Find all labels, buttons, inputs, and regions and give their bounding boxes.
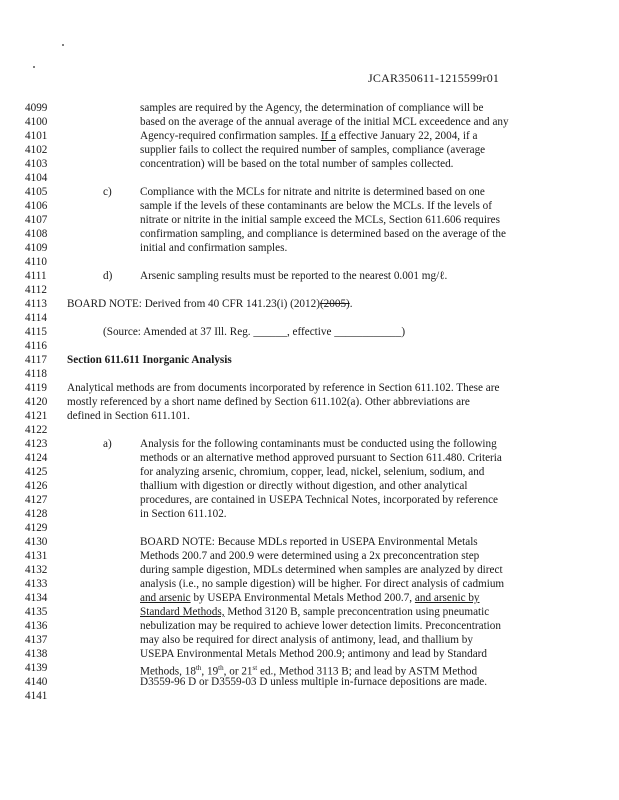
line-4113: 4113 BOARD NOTE: Derived from 40 CFR 141.23(i) (2012)(2005). — [25, 298, 353, 310]
line-4131: 4131 Methods 200.7 and 200.9 were determined using a 2x preconcentration step — [25, 550, 480, 562]
inserted-text: If a — [320, 130, 337, 142]
scan-speck — [62, 44, 64, 46]
line-4120: 4120 mostly referenced by a short name defined by Section 611.102(a). Other abbreviations are — [25, 396, 470, 408]
line-4133: 4133 analysis (i.e., no sample digestion) will be higher. For direct analysis of cadmium — [25, 578, 505, 590]
line-4117: 4117 Section 611.611 Inorganic Analysis — [25, 354, 232, 366]
line-4127: 4127 procedures, are contained in USEPA Technical Notes, incorporated by reference — [25, 494, 499, 506]
line-4136: 4136 nebulization may be required to achieve lower detection limits. Preconcentration — [25, 620, 501, 632]
inserted-text: Standard Methods, — [140, 606, 225, 618]
line-4128: 4128 in Section 611.102. — [25, 508, 227, 520]
inserted-text: and arsenic — [140, 592, 191, 604]
line-4126: 4126 thallium with digestion or directly without digestion, and other analytical — [25, 480, 468, 492]
list-marker: a) — [103, 438, 112, 450]
line-4112: 4112 — [25, 284, 47, 296]
line-4099: 4099 samples are required by the Agency, the determination of compliance will be — [25, 102, 484, 114]
line-4109: 4109 initial and confirmation samples. — [25, 242, 288, 254]
line-4132: 4132 during sample digestion, MDLs determined when samples are analyzed by direct — [25, 564, 503, 576]
line-4122: 4122 — [25, 424, 48, 436]
document-id-header: JCAR350611-1215599r01 — [368, 71, 500, 85]
deleted-text: (2005) — [319, 298, 350, 310]
line-4140: 4140 D3559-96 D or D3559-03 D unless multiple in-furnace depositions are made. — [25, 676, 488, 688]
list-marker: c) — [103, 186, 112, 198]
line-4107: 4107 nitrate or nitrite in the initial sample exceed the MCLs, Section 611.606 requires — [25, 214, 500, 226]
line-4105: 4105 c) Compliance with the MCLs for nitrate and nitrite is determined based on one — [25, 186, 485, 198]
line-4111: 4111 d) Arsenic sampling results must be reported to the nearest 0.001 mg/ℓ. — [25, 270, 448, 282]
line-4106: 4106 sample if the levels of these contaminants are below the MCLs. If the levels of — [25, 200, 492, 212]
line-4135: 4135 Standard Methods, Method 3120 B, sample preconcentration using pneumatic — [25, 606, 490, 618]
section-heading: Section 611.611 Inorganic Analysis — [67, 354, 232, 366]
inserted-text: and arsenic by — [414, 592, 480, 604]
line-4110: 4110 — [25, 256, 47, 268]
line-4121: 4121 defined in Section 611.101. — [25, 410, 190, 422]
list-marker: d) — [103, 270, 113, 282]
line-4118: 4118 — [25, 368, 47, 380]
line-4137: 4137 may also be required for direct analysis of antimony, lead, and thallium by — [25, 634, 473, 646]
line-4139: 4139 Methods, 18th, 19th, or 21st ed., Method 3113 B; and lead by ASTM Method — [25, 662, 478, 678]
line-4101: 4101 Agency-required confirmation samples. If a effective January 22, 2004, if a — [25, 130, 478, 142]
line-4104: 4104 — [25, 172, 48, 184]
line-4119: 4119 Analytical methods are from documents incorporated by reference in Section 611.102. These are — [25, 382, 500, 394]
line-4134: 4134 and arsenic by USEPA Environmental Metals Method 200.7, and arsenic by — [25, 592, 480, 604]
line-4123: 4123 a) Analysis for the following contaminants must be conducted using the following — [25, 438, 497, 450]
line-4116: 4116 — [25, 340, 47, 352]
line-4114: 4114 — [25, 312, 47, 324]
line-4125: 4125 for analyzing arsenic, chromium, copper, lead, nickel, selenium, sodium, and — [25, 466, 485, 478]
line-4103: 4103 concentration) will be based on the total number of samples collected. — [25, 158, 454, 170]
line-4141: 4141 — [25, 690, 48, 702]
line-4108: 4108 confirmation sampling, and compliance is determined based on the average of the — [25, 228, 506, 240]
line-4138: 4138 USEPA Environmental Metals Method 200.9; antimony and lead by Standard — [25, 648, 487, 660]
line-4129: 4129 — [25, 522, 48, 534]
line-4115: 4115 (Source: Amended at 37 Ill. Reg. ______, effective ____________) — [25, 326, 406, 338]
line-4102: 4102 supplier fails to collect the required number of samples, compliance (average — [25, 144, 486, 156]
line-4130: 4130 BOARD NOTE: Because MDLs reported in USEPA Environmental Metals — [25, 536, 478, 548]
line-4124: 4124 methods or an alternative method approved pursuant to Section 611.480. Criteria — [25, 452, 502, 464]
line-4100: 4100 based on the average of the annual average of the initial MCL exceedence and any — [25, 116, 509, 128]
scan-speck — [33, 66, 35, 68]
